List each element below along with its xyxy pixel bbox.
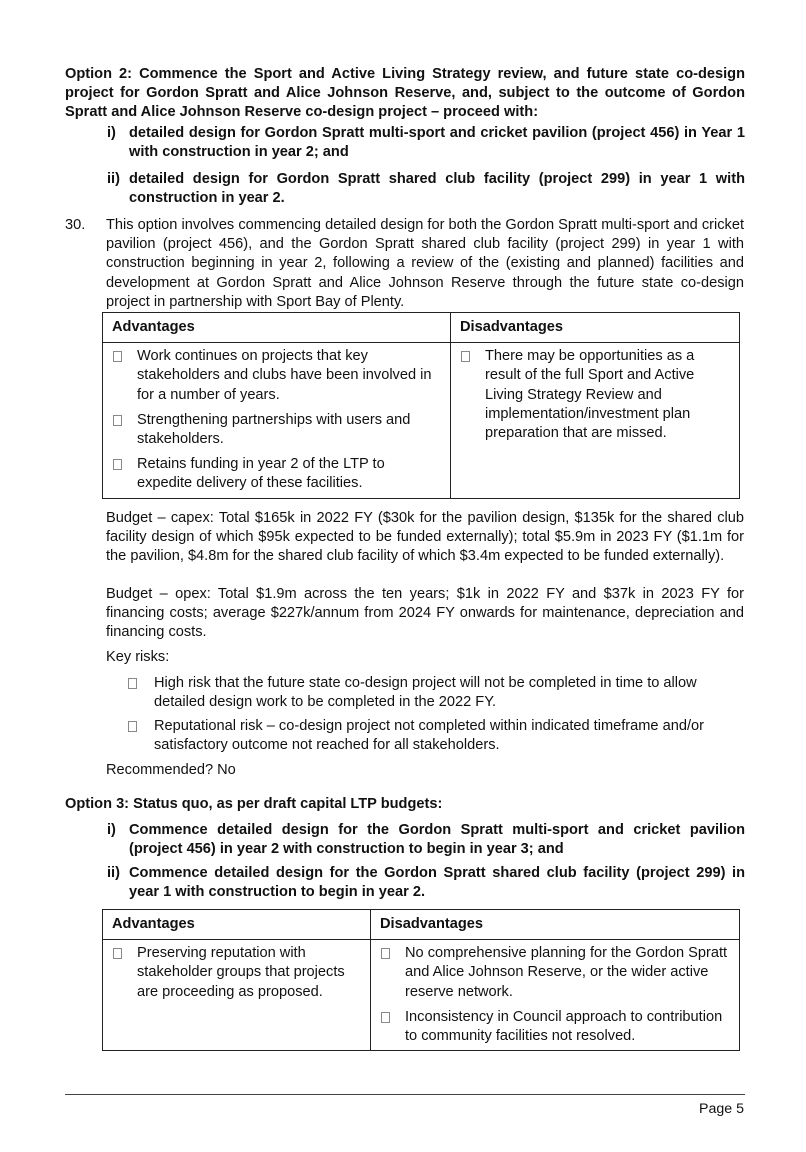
disadvantage-item bbox=[459, 347, 731, 443]
key-risks-label: Key risks: bbox=[106, 649, 170, 665]
option-2-heading: Option 2: Commence the Sport and Active Living Strategy review, and future state co-design project for Gordon Spratt and Alice Johnson Reserve, and, subject to the outcome of Gordon Spratt and Alice Johnson Reserve co-design project – proceed with: bbox=[65, 66, 745, 121]
bullet-box-icon bbox=[381, 1012, 390, 1023]
bullet-box-icon bbox=[381, 948, 390, 959]
option-3-heading: Option 3: Status quo, as per draft capital LTP budgets: bbox=[65, 796, 443, 812]
advantage-text: Retains funding in year 2 of the LTP to expedite delivery of these facilities. bbox=[137, 456, 385, 492]
footer-divider bbox=[65, 1094, 745, 1095]
advantage-item bbox=[111, 411, 442, 449]
risk-item bbox=[128, 717, 748, 755]
advantage-item bbox=[111, 347, 442, 405]
advantages-header: Advantages bbox=[103, 313, 451, 343]
recommended-line: Recommended? No bbox=[106, 762, 236, 778]
item-number: i) bbox=[107, 822, 116, 838]
disadvantage-text: No comprehensive planning for the Gordon Spratt and Alice Johnson Reserve, or the wider active reserve network. bbox=[405, 945, 728, 1000]
bullet-box-icon bbox=[128, 678, 137, 689]
disadvantages-cell bbox=[451, 343, 740, 498]
bullet-box-icon bbox=[113, 351, 122, 362]
item-text: Commence detailed design for the Gordon Spratt multi-sport and cricket pavilion (project 456) in year 2 with construction to begin in year 3; and bbox=[129, 822, 745, 858]
advantage-item bbox=[111, 944, 362, 1002]
budget-opex: Budget – opex: Total $1.9m across the ten years; $1k in 2022 FY and $37k in 2023 FY for financing costs; average $227k/annum from 2024 FY onwards for maintenance, depreciation and financing costs. bbox=[106, 586, 744, 641]
item-text: detailed design for Gordon Spratt shared club facility (project 299) in year 1 with construction in year 2. bbox=[129, 171, 745, 207]
bullet-box-icon bbox=[113, 459, 122, 470]
option-3-item-2 bbox=[107, 864, 745, 902]
option-2-item-2 bbox=[107, 170, 745, 208]
item-text: Commence detailed design for the Gordon Spratt shared club facility (project 299) in year 1 with construction to begin in year 2. bbox=[129, 865, 745, 901]
option-3-item-1 bbox=[107, 821, 745, 859]
paragraph-number: 30. bbox=[65, 217, 86, 233]
risk-item bbox=[128, 674, 748, 712]
bullet-box-icon bbox=[128, 721, 137, 732]
option-2-table bbox=[102, 312, 740, 499]
risk-text: Reputational risk – co-design project not completed within indicated timeframe and/or satisfactory outcome not reached for all stakeholders. bbox=[154, 718, 704, 754]
advantage-item bbox=[111, 455, 442, 493]
disadvantages-cell bbox=[371, 940, 740, 1051]
page-number: Page 5 bbox=[699, 1101, 744, 1117]
advantage-text: Work continues on projects that key stakeholders and clubs have been involved in for a number of years. bbox=[137, 348, 432, 403]
advantages-cell bbox=[103, 940, 371, 1051]
item-text: detailed design for Gordon Spratt multi-sport and cricket pavilion (project 456) in Year 1 with construction in year 2; and bbox=[129, 125, 745, 161]
bullet-box-icon bbox=[113, 415, 122, 426]
item-number: i) bbox=[107, 125, 116, 141]
risk-text: High risk that the future state co-design project will not be completed in time to allow detailed design work to be completed in the 2022 FY. bbox=[154, 675, 697, 711]
option-2-description: This option involves commencing detailed design for both the Gordon Spratt multi-sport and cricket pavilion (project 456), and the Gordon Spratt shared club facility (project 299) in year 1 with construction beginning in year 2, following a review of the (existing and planned) facilities and development at Gordon Spratt and Alice Johnson Reserve through the future state co-design project in partnership with Sport Bay of Plenty. bbox=[106, 217, 744, 310]
advantage-text: Strengthening partnerships with users and stakeholders. bbox=[137, 411, 411, 448]
bullet-box-icon bbox=[113, 948, 122, 959]
option-2-item-1 bbox=[107, 124, 745, 162]
advantages-header: Advantages bbox=[103, 910, 371, 940]
bullet-box-icon bbox=[461, 351, 470, 362]
disadvantage-item bbox=[379, 1008, 731, 1046]
budget-capex: Budget – capex: Total $165k in 2022 FY ($30k for the pavilion design, $135k for the shared club facility design of which $95k expected to be funded externally); total $5.9m in 2023 FY ($1.1m for the pavilion, $4.8m for the shared club facility of which $3.4m expected to be funded externally). bbox=[106, 510, 744, 565]
item-number: ii) bbox=[107, 865, 120, 881]
disadvantages-header: Disadvantages bbox=[371, 910, 740, 940]
disadvantages-header: Disadvantages bbox=[451, 313, 740, 343]
option-3-table bbox=[102, 909, 740, 1051]
advantage-text: Preserving reputation with stakeholder groups that projects are proceeding as proposed. bbox=[137, 945, 345, 1000]
advantages-cell bbox=[103, 343, 451, 498]
disadvantage-text: There may be opportunities as a result of the full Sport and Active Living Strategy Review and implementation/investment plan preparation that are missed. bbox=[485, 348, 695, 442]
item-number: ii) bbox=[107, 171, 120, 187]
disadvantage-item bbox=[379, 944, 731, 1002]
disadvantage-text: Inconsistency in Council approach to contribution to community facilities not resolved. bbox=[405, 1008, 723, 1045]
